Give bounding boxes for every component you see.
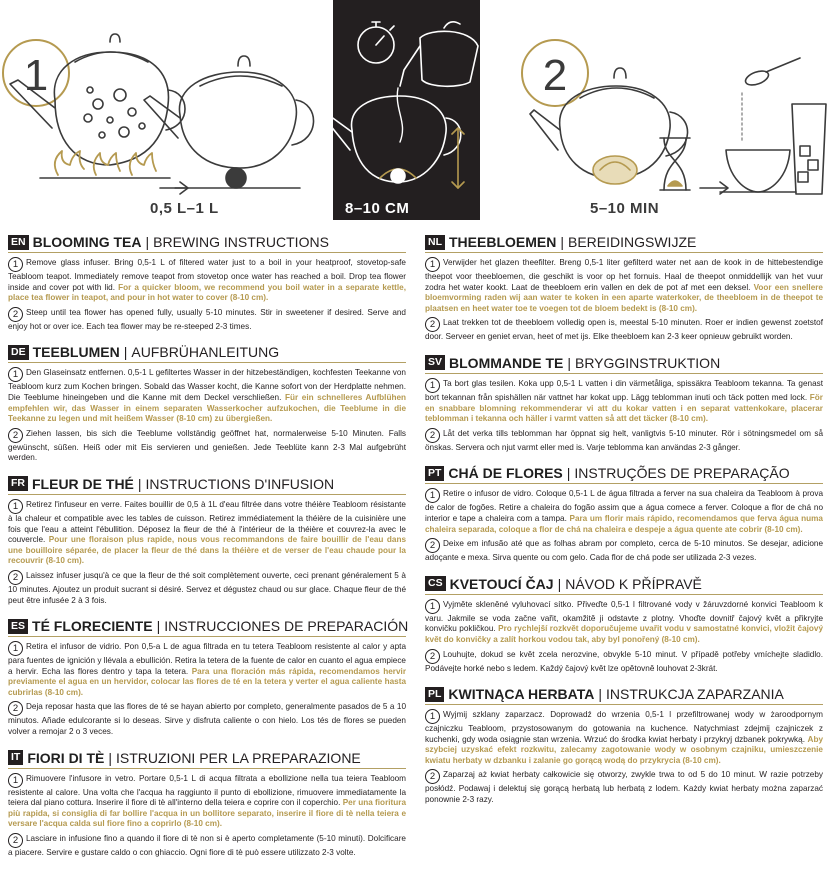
language-code: IT <box>8 750 23 765</box>
step-2: 2 Lasciare in infusione fino a quando il fiore di tè non si è aperto completamente (5-10 minuti). Dolcificare a piacere. Servire e gustare caldo o con ghiaccio. Ogni fiore di tè può essere utilizzato 2-3 volte. <box>8 834 406 858</box>
section-title: CHÁ DE FLORES <box>448 465 563 482</box>
step-2: 2 Laissez infuser jusqu'à ce que la fleur de thé soit complètement ouverte, ceci prenant généralement 5 à 10 minutes. Ajoutez un produit sucrant si désiré. Servez et dégustez chaud ou sur glace. Chaque fleur de thé peut être infusée 2 à 3 fois. <box>8 570 406 605</box>
section-nl <box>425 232 823 343</box>
caption-volume: 0,5 L–1 L <box>150 200 219 217</box>
section-en <box>8 232 406 332</box>
section-header: ES TÉ FLORECIENTE | INSTRUCCIONES DE PREPARACIÓN <box>8 616 406 637</box>
section-pl <box>425 684 823 806</box>
right-column <box>425 232 823 816</box>
left-column <box>8 232 409 869</box>
section-title: KWITNĄCA HERBATA <box>448 686 595 703</box>
step-1-number: 1 <box>23 51 49 100</box>
step-highlight: Para um florir mais rápido, recomendamos que ferva água numa chaleira separada, coloque a flor de chá na chaleira e despeje a água quente ate cobrir (8-10 cm). <box>425 513 823 534</box>
spoon-icon <box>744 58 800 88</box>
step-2: 2 Steep until tea flower has opened fully, usually 5-10 minutes. Stir in sweetener if desired. Serve and enjoy hot or over ice. Each tea flower may be re-steeped 2-3 times. <box>8 307 406 331</box>
section-title: BLOMMANDE TE <box>449 354 564 371</box>
section-title: THEEBLOEMEN <box>449 234 557 250</box>
step-text: Lasciare in infusione fino a quando il fiore di tè non si è aperto completamente (5-10 minuti). Dolcificare a piacere. Servire e gustare caldo o con ghiaccio. Ogni fiore di tè può essere utilizzato 2-3 volte. <box>8 834 406 858</box>
language-code: FR <box>8 476 28 491</box>
step-highlight: Aby szybciej uzyskać efekt rozkwitu, zalecamy zagotowanie wody w osobnym czajniku, umieszczenie kwiatu herbaty w dzbanku i zalanie go gorącą wodą do przykrycia (8-10 cm). <box>425 734 823 765</box>
language-code: ES <box>8 619 28 634</box>
section-subtitle: BREWING INSTRUCTIONS <box>153 234 329 250</box>
section-fr <box>8 474 406 606</box>
step-1: 1 Retira el infusor de vidrio. Pon 0,5-a L de agua filtrada en tu tetera Teabloom resistente al calor y apta para fuentes de ignición y llévala a ebullición. Retira la tetera de la fuente de calor en cuanto el agua empiece a hervir. Echa las flores dentro y tapa la tetera. Para una floración más rápida, recomendamos hervir previamente el agua en un hervidor, colocar las flores de té en la tetera y verter el agua caliente hasta cubrirlas (8-10 cm). <box>8 642 407 697</box>
section-pt <box>425 463 823 563</box>
step-text: Ta bort glas tesilen. Koka upp 0,5-1 L vatten i din värmetåliga, spissäkra Teabloom tekanna. Ta genast bort tekannan från spishällen när vattnet har kokat upp. Lägg teblomman inuti och täck potten med lock. <box>425 378 823 402</box>
section-subtitle: ISTRUZIONI PER LA PREPARAZIONE <box>115 749 361 766</box>
section-subtitle: INSTRUKCJA ZAPARZANIA <box>606 686 784 703</box>
section-header: FR FLEUR DE THÉ | INSTRUCTIONS D'INFUSION <box>8 474 406 495</box>
step-1: 1 Den Glaseinsatz entfernen. 0,5-1 L gefiltertes Wasser in der hitzebeständigen, kochfesten Teekanne von Teabloom kurz zum Kochen bringen. Sobald das Wasser kocht, die Kanne sofort von der Herdplatte nehmen. Die Teeblume hineingeben und die Kanne mit dem Deckel verschließen. Für ein schnelleres Aufblühen empfehlen wir, das Wasser in einem separaten Wasserkocher aufzukochen, die Teeblume in die Teekanne zu legen und mit heißem Wasser (8-10 cm) zu übergießen. <box>8 368 407 424</box>
illustration-band <box>0 0 828 226</box>
step-1: 1 Remove glass infuser. Bring 0,5-1 L of filtered water just to a boil in your heatproof, stovetop-safe Teabloom teapot. Immediately remove teapot from stovetop once water has reached a boil. Drop tea flower inside and cover pot with lid. For a quicker bloom, we recommend you boil water in a separate kettle, place tea flower in teapot, and pour in hot water to cover (8-10 cm). <box>8 258 406 303</box>
section-header: NL THEEBLOEMEN | BEREIDINGSWIJZE <box>425 232 823 253</box>
language-code: PL <box>425 687 444 702</box>
language-code: SV <box>425 355 445 370</box>
section-title: TÉ FLORECIENTE <box>32 618 153 635</box>
step-text: Louhujte, dokud se květ zcela nerozvine, obvykle 5-10 minut. V případě potřeby vmíchejte sladidlo. Podávejte horké nebo s ledem. Každý čajový květ lze opětovně louhovat 2-3krát. <box>425 649 823 673</box>
section-header: CS KVETOUCÍ ČAJ | NÁVOD K PŘÍPRAVĚ <box>425 574 823 595</box>
step-2-number: 2 <box>542 51 568 100</box>
section-subtitle: AUFBRÜHANLEITUNG <box>131 344 280 361</box>
section-header: IT FIORI DI TÈ | ISTRUZIONI PER LA PREPARAZIONE <box>8 748 406 769</box>
step-2: 2 Låt det verka tills teblomman har öppnat sig helt, vanligtvis 5-10 minuter. Rör i sötningsmedel om så önskas. Servera och njut varmt eller med is. Varje teblomma kan användas 2-3 gånger. <box>425 428 823 452</box>
step-text: Retirez l'infuseur en verre. Faites bouillir de 0,5 à 1L d'eau filtrée dans votre théière Teabloom résistante à la chaleur et compatible avec les tables de cuisson. Retirez immédiatement la théière de la cuisinière une fois que l'eau a atteint l'ébullition. Déposez la fleur de thé à l'intérieur de la théière et couvrez-la avec le couvercle. <box>8 499 406 545</box>
hourglass-icon <box>660 138 690 190</box>
step-1: 1 Verwijder het glazen theefilter. Breng 0,5-1 liter gefilterd water net aan de kook in de hittebestendige theepot voor theebloemen, die geschikt is voor op het fornuis. Haal de theepot onmiddellijk van het vuur zodra het water kookt. Laat de theebloem erin vallen en dek de pot af met een deksel. Voor een snellere bloemvorming raden wij aan water te koken in een aparte waterkoker, de theebloem in de theepot te plaatsen en heet water toe te voegen tot de bloem bedekt is (8-10 cm). <box>425 258 823 313</box>
step-text: Ziehen lassen, bis sich die Teeblume vollständig geöffnet hat, normalerweise 5-10 Minuten. Falls gewünscht, süßen. Heiß oder mit Eis servieren und genießen. Jede Teeblüte kann 2-3 Mal aufgebrüht werden. <box>8 428 406 463</box>
step-highlight: For a quicker bloom, we recommend you boil water in a separate kettle, place tea flower in teapot, and pour in hot water to cover (8-10 cm). <box>8 282 406 303</box>
kettle-icon <box>400 22 478 87</box>
step-text: Zaparzaj aż kwiat herbaty całkowicie się otworzy, zwykle trwa to od 5 do 10 minut. W razie potrzeby posłódź. Podawaj i delektuj się gorącą herbatą lub herbatą z lodem. Każdy kwiat herbaty można zaparzać ponownie 2-3 razy. <box>425 770 823 805</box>
step-text: Retira el infusor de vidrio. Pon 0,5-a L de agua filtrada en tu tetera Teabloom resistente al calor y apta para fuentes de ignición y llévala a ebullición. Retira la tetera de la fuente de calor en cuanto el agua empiece a hervir. Echa las flores dentro y tapa la tetera. <box>8 642 406 676</box>
teapot-pouring <box>326 96 464 188</box>
teapot-with-flower <box>144 56 314 188</box>
section-header: EN BLOOMING TEA | BREWING INSTRUCTIONS <box>8 232 406 253</box>
section-title: KVETOUCÍ ČAJ <box>449 575 554 592</box>
step-text: Laat trekken tot de theebloem volledig open is, meestal 5-10 minuten. Roer er indien gewenst zoetstof door. Serveer en geniet ervan, heet of met ijs. Elke theebloem kan 2-3 keer opnieuw gebruikt worden. <box>425 318 823 342</box>
step-highlight: Für ein schnelleres Aufblühen empfehlen wir, das Wasser in einem separaten Wasserkocher aufzukochen, die Teeblume in die Teekanne zu legen und mit heißem Wasser (8-10 cm) zu übergießen. <box>8 392 407 424</box>
step-highlight: Pro rychlejší rozkvět doporučujeme uvařit vodu v samostatné konvici, vložit čajový květ do konvičky a zalít horkou vodou tak, aby byl ponořený (8-10 cm). <box>425 624 823 644</box>
section-cs <box>425 574 823 674</box>
caption-time: 5–10 MIN <box>590 200 660 217</box>
step-text: Rimuovere l'infusore in vetro. Portare 0,5-1 L di acqua filtrata a ebollizione nella tua teiera Teabloom resistente al calore. Una volta che l'acqua ha raggiunto il punto di ebollizione, rimuovere immediatamente la teiera dal piano cottura. Inserire il fiore di tè all'interno della teiera e coprire con il coperchio. <box>8 773 406 808</box>
section-subtitle: INSTRUCCIONES DE PREPARACIÓN <box>164 618 409 635</box>
section-header: PL KWITNĄCA HERBATA | INSTRUKCJA ZAPARZANIA <box>425 684 823 705</box>
step-1: 1 Rimuovere l'infusore in vetro. Portare 0,5-1 L di acqua filtrata a ebollizione nella tua teiera Teabloom resistente al calore. Una volta che l'acqua ha raggiunto il punto di ebollizione, rimuovere immediatamente la teiera dal piano cottura. Inserire il fiore di tè all'interno della teiera e coprire con il coperchio. Per una fioritura più rapida, si consiglia di far bollire l'acqua in un bollitore separato, inserire il fiore di tè nella teiera e versare l'acqua calda sul fiore fino a coprirlo (8-10 cm). <box>8 773 406 829</box>
stopwatch-icon <box>358 22 394 63</box>
section-header: DE TEEBLUMEN | AUFBRÜHANLEITUNG <box>8 342 406 363</box>
section-es <box>8 616 409 738</box>
step-text: Låt det verka tills teblomman har öppnat sig helt, vanligtvis 5-10 minuter. Rör i sötningsmedel om så önskas. Servera och njut varmt eller med is. Varje teblomma kan användas 2-3 gånger. <box>425 428 823 452</box>
step-highlight: Per una fioritura più rapida, si consiglia di far bollire l'acqua in un bollitore separato, inserire il fiore di tè nella teiera e versare l'acqua calda sul fiore fino a coprirlo (8-10 cm). <box>8 798 406 829</box>
section-subtitle: INSTRUCTIONS D'INFUSION <box>145 475 335 492</box>
step-text: Verwijder het glazen theefilter. Breng 0,5-1 liter gefilterd water net aan de kook in de hittebestendige theepot voor theebloemen, die geschikt is voor op het fornuis. Haal de theepot onmiddellijk van het vuur zodra het water kookt. Laat de theebloem erin vallen en dek de pot af met een deksel. <box>425 258 823 292</box>
brewing-illustration <box>0 0 828 226</box>
step-highlight: Para una floración más rápida, recomendamos hervir previamente el agua en un hervidor, colocar las flores de té en la tetera y verter el agua caliente hasta cubrirlas (8-10 cm). <box>8 666 407 697</box>
step-highlight: Voor een snellere bloemvorming raden wij aan water te koken in een aparte waterkoker, de theebloem in de theepot te plaatsen en heet water toe te voegen tot de bloem bedekt is (8-10 cm). <box>425 282 823 313</box>
section-title: FLEUR DE THÉ <box>32 475 134 492</box>
step-highlight: Pour une floraison plus rapide, nous vous recommandons de faire bouillir de l'eau dans une bouilloire séparée, de placer la fleur de thé dans la théière et de verser de l'eau chaude pour la recouvrir (8-10 cm). <box>8 535 406 566</box>
step-2: 2 Zaparzaj aż kwiat herbaty całkowicie się otworzy, zwykle trwa to od 5 do 10 minut. W razie potrzeby posłódź. Podawaj i delektuj się gorącą herbatą lub herbatą z lodem. Każdy kwiat herbaty można zaparzać ponownie 2-3 razy. <box>425 770 823 805</box>
step-1: 1 Vyjměte skleněné vyluhovací sítko. Přiveďte 0,5-1 l filtrované vody v žáruvzdorné konvici Teabloom k varu. Jakmile se voda začne vařit, okamžitě ji odstavte z plotny. Vhoďte dovnitř čajový květ a přikryjte konvičku pokličkou. Pro rychlejší rozkvět doporučujeme uvařit vodu v samostatné konvici, vložit čajový květ do konvičky a zalít horkou vodou tak, aby byl ponořený (8-10 cm). <box>425 599 823 644</box>
step-2: 2 Deixe em infusão até que as folhas abram por completo, cerca de 5-10 minutos. Se desejar, adicione adoçante e mexa. Sirva quente ou com gelo. Cada flor de chá pode ser utilizada 2-3 vezes. <box>425 539 823 563</box>
language-code: DE <box>8 345 29 360</box>
section-de <box>8 342 406 464</box>
section-subtitle: BEREIDINGSWIJZE <box>567 234 697 250</box>
teacup <box>720 90 796 192</box>
step-text: Den Glaseinsatz entfernen. 0,5-1 L gefiltertes Wasser in der hitzebeständigen, kochfesten Teekanne von Teabloom kurz zum Kochen bringen. Sobald das Wasser kocht, die Kanne sofort von der Herdplatte nehmen. Die Teeblume hineingeben und die Kanne mit dem Deckel verschließen. <box>8 368 406 402</box>
step-1: 1 Retirez l'infuseur en verre. Faites bouillir de 0,5 à 1L d'eau filtrée dans votre théière Teabloom résistante à la chaleur et compatible avec les tables de cuisson. Retirez immédiatement la théière de la cuisinière une fois que l'eau a atteint l'ébullition. Déposez la fleur de thé à l'intérieur de la théière et couvrez-la avec le couvercle. Pour une floraison plus rapide, nous vous recommandons de faire bouillir de l'eau dans une bouilloire séparée, de placer la fleur de thé dans la théière et de verser de l'eau chaude pour la recouvrir (8-10 cm). <box>8 499 406 566</box>
section-subtitle: NÁVOD K PŘÍPRAVĚ <box>565 575 702 592</box>
step-2: 2 Ziehen lassen, bis sich die Teeblume vollständig geöffnet hat, normalerweise 5-10 Minuten. Falls gewünscht, süßen. Heiß oder mit Eis servieren und genießen. Jede Teeblüte kann 2-3 Mal aufgebrüht werden. <box>8 428 406 463</box>
step-text: Deixe em infusão até que as folhas abram por completo, cerca de 5-10 minutos. Se desejar, adicione adoçante e mexa. Sirva quente ou com gelo. Cada flor de chá pode ser utilizada 2-3 vezes. <box>425 539 823 563</box>
section-sv <box>425 353 823 453</box>
step-text: Retire o infusor de vidro. Coloque 0,5-1 L de água filtrada a ferver na sua chaleira da Teabloom à prova de calor de fogões. Retire a chaleira do fogão assim que a água comece a ferver. Coloque a flor de chá no interior e tape a chaleira com a tampa. <box>425 489 823 523</box>
section-title: FIORI DI TÈ <box>27 749 105 766</box>
section-header: SV BLOMMANDE TE | BRYGGINSTRUKTION <box>425 353 823 374</box>
iced-glass <box>792 104 826 194</box>
section-header: PT CHÁ DE FLORES | INSTRUÇÕES DE PREPARAÇÃO <box>425 463 823 484</box>
step-1: 1 Ta bort glas tesilen. Koka upp 0,5-1 L vatten i din värmetåliga, spissäkra Teabloom tekanna. Ta genast bort tekannan från spishällen när vattnet har kokat upp. Lägg teblomman inuti och täck potten med lock. För en snabbare blomning rekommenderar vi att du kokar vatten i en separat vattenkokare, placerar teblomman i tekanna och häller i varmt vatten så att det täcker (8-10 cm). <box>425 378 823 424</box>
language-code: CS <box>425 576 446 591</box>
step-2: 2 Deja reposar hasta que las flores de té se hayan abierto por completo, generalmente pasados de 5 a 10 minutos. Añade edulcorante si lo deseas. Sirve y disfruta caliente o con hielo. Los tés de flores se pueden volver a remojar 2 o 3 veces. <box>8 702 406 737</box>
step-text: Vyjměte skleněné vyluhovací sítko. Přiveďte 0,5-1 l filtrované vody v žáruvzdorné konvici Teabloom k varu. Jakmile se voda začne vařit, okamžitě ji odstavte z plotny. Vhoďte dovnitř čajový květ a přikryjte konvičku pokličkou. <box>425 599 823 634</box>
language-code: NL <box>425 235 445 250</box>
step-2: 2 Louhujte, dokud se květ zcela nerozvine, obvykle 5-10 minut. V případě potřeby vmíchejte sladidlo. Podávejte horké nebo s ledem. Každý čajový květ lze opětovně louhovat 2-3krát. <box>425 649 823 673</box>
step-text: Deja reposar hasta que las flores de té se hayan abierto por completo, generalmente pasados de 5 a 10 minutos. Añade edulcorante si lo deseas. Sirve y disfruta caliente o con hielo. Los tés de flores se pueden volver a remojar 2 o 3 veces. <box>8 702 406 737</box>
step-text: Remove glass infuser. Bring 0,5-1 L of filtered water just to a boil in your heatproof, stovetop-safe Teabloom teapot. Immediately remove teapot from stovetop once water has reached a boil. Drop tea flower inside and cover pot with lid. <box>8 258 406 292</box>
section-title: BLOOMING TEA <box>32 234 142 250</box>
step-1: 1 Retire o infusor de vidro. Coloque 0,5-1 L de água filtrada a ferver na sua chaleira da Teabloom à prova de calor de fogões. Retire a chaleira do fogão assim que a água comece a ferver. Coloque a flor de chá no interior e tape a chaleira com a tampa. Para um florir mais rápido, recomendamos que ferva água numa chaleira separada, coloque a flor de chá na chaleira e despeje a água quente ate cobrir (8-10 cm). <box>425 489 823 534</box>
step-text: Wyjmij szklany zaparzacz. Doprowadź do wrzenia 0,5-1 l przefiltrowanej wody w żaroodpornym czajniczku Teabloom, przystosowanym do gotowania na kuchence. Natychmiast zdejmij czajniczek z kuchenki, gdy woda osiągnie stan wrzenia. Wrzuć do środka kwiat herbaty i przykryj dzbanek pokrywką. <box>425 710 823 744</box>
section-subtitle: BRYGGINSTRUKTION <box>574 354 721 371</box>
step-highlight: För en snabbare blomning rekommenderar vi att du kokar vatten i en separat vattenkokare, placerar teblomman i tekanna och häller i varmt vatten så att det täcker (8-10 cm). <box>425 392 823 424</box>
step-text: Steep until tea flower has opened fully, usually 5-10 minutes. Stir in sweetener if desired. Serve and enjoy hot or over ice. Each tea flower may be re-steeped 2-3 times. <box>8 307 406 331</box>
section-title: TEEBLUMEN <box>32 344 120 361</box>
section-it <box>8 748 406 859</box>
step-text: Laissez infuser jusqu'à ce que la fleur de thé soit complètement ouverte, ceci prenant généralement 5 à 10 minutes. Ajoutez un produit sucrant si désiré. Servez et dégustez chaud ou sur glace. Chaque fleur de thé peut être infusée 2 à 3 fois. <box>8 570 406 605</box>
step-2: 2 Laat trekken tot de theebloem volledig open is, meestal 5-10 minuten. Roer er indien gewenst zoetstof door. Serveer en geniet ervan, heet of met ijs. Elke theebloem kan 2-3 keer opnieuw gebruikt worden. <box>425 318 823 342</box>
caption-depth: 8–10 CM <box>345 200 410 217</box>
language-code: EN <box>8 235 29 250</box>
step-1: 1 Wyjmij szklany zaparzacz. Doprowadź do wrzenia 0,5-1 l przefiltrowanej wody w żaroodpornym czajniczku Teabloom, przystosowanym do gotowania na kuchence. Natychmiast zdejmij czajniczek z kuchenki, gdy woda osiągnie stan wrzenia. Wrzuć do środka kwiat herbaty i przykryj dzbanek pokrywką. Aby szybciej uzyskać efekt rozkwitu, zalecamy zagotowanie wody w osobnym czajniku, umieszczenie kwiatu herbaty w dzbanku i zalanie go gorącą wodą do przykrycia (8-10 cm). <box>425 710 823 765</box>
language-code: PT <box>425 466 444 481</box>
section-subtitle: INSTRUÇÕES DE PREPARAÇÃO <box>574 465 790 482</box>
